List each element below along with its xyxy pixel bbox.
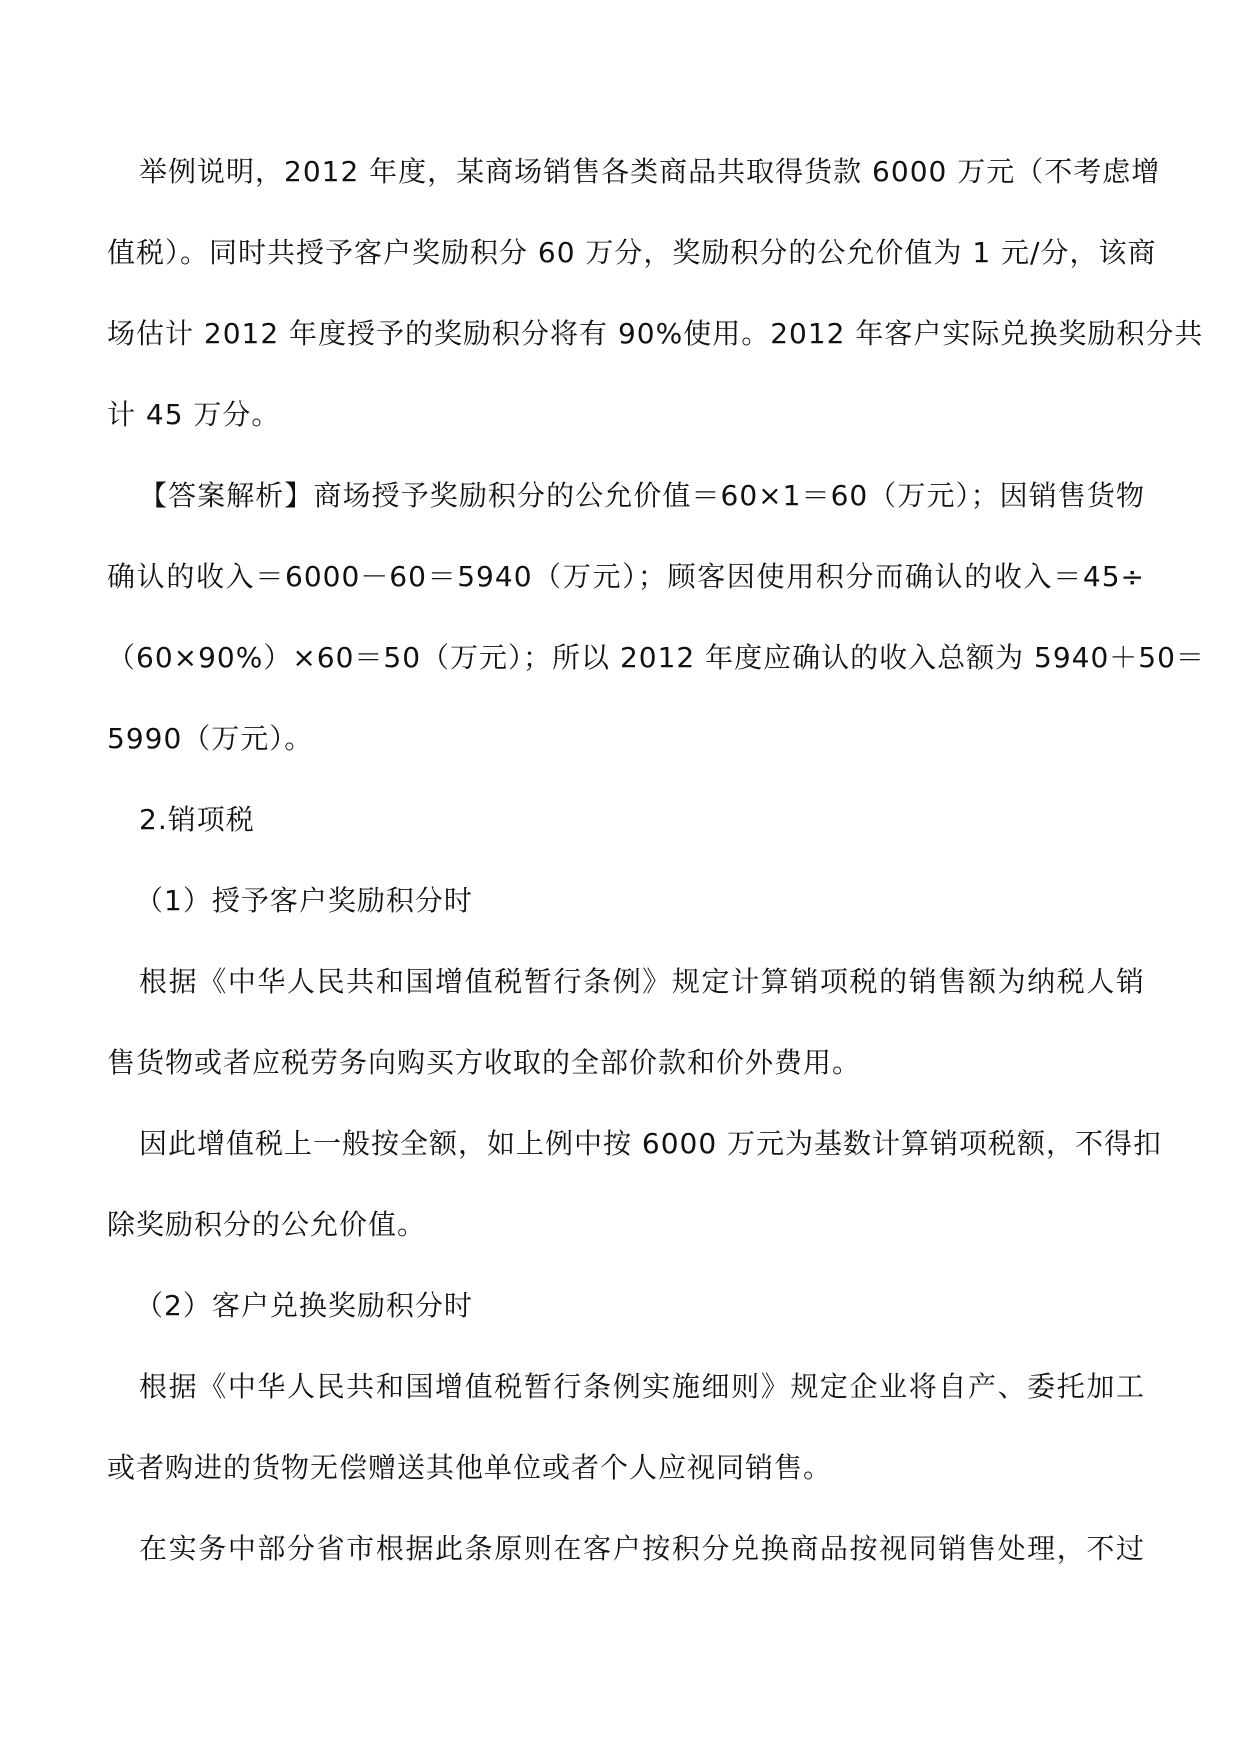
paragraph-regulation-line-1: 根据《中华人民共和国增值税暂行条例》规定计算销项税的销售额为纳税人销 bbox=[139, 965, 1145, 998]
paragraph-implementation-line-2: 或者购进的货物无偿赠送其他单位或者个人应视同销售。 bbox=[107, 1451, 833, 1484]
paragraph-example-line-4: 计 45 万分。 bbox=[107, 398, 281, 431]
paragraph-answer-line-3: （60×90%）×60＝50（万元）；所以 2012 年度应确认的收入总额为 5940＋50＝ bbox=[107, 641, 1205, 674]
section-heading-output-tax: 2.销项税 bbox=[139, 803, 255, 836]
paragraph-full-amount-line-1: 因此增值税上一般按全额，如上例中按 6000 万元为基数计算销项税额，不得扣 bbox=[139, 1127, 1163, 1160]
subheading-redeeming-points: （2）客户兑换奖励积分时 bbox=[135, 1289, 473, 1322]
paragraph-practice-line-1: 在实务中部分省市根据此条原则在客户按积分兑换商品按视同销售处理，不过 bbox=[139, 1532, 1145, 1565]
paragraph-example-line-2: 值税）。同时共授予客户奖励积分 60 万分，奖励积分的公允价值为 1 元/分，该商 bbox=[107, 236, 1157, 269]
paragraph-example-line-3: 场估计 2012 年度授予的奖励积分将有 90%使用。2012 年客户实际兑换奖励积分共 bbox=[107, 317, 1204, 350]
document-body bbox=[107, 152, 1205, 1610]
paragraph-full-amount-line-2: 除奖励积分的公允价值。 bbox=[107, 1208, 427, 1241]
paragraph-implementation-line-1: 根据《中华人民共和国增值税暂行条例实施细则》规定企业将自产、委托加工 bbox=[139, 1370, 1145, 1403]
paragraph-answer-line-1: 【答案解析】商场授予奖励积分的公允价值＝60×1＝60（万元）；因销售货物 bbox=[139, 479, 1145, 512]
paragraph-answer-line-2: 确认的收入＝6000－60＝5940（万元）；顾客因使用积分而确认的收入＝45÷ bbox=[107, 560, 1145, 593]
paragraph-example-line-1: 举例说明，2012 年度，某商场销售各类商品共取得货款 6000 万元（不考虑增 bbox=[139, 155, 1161, 188]
subheading-granting-points: （1）授予客户奖励积分时 bbox=[135, 884, 473, 917]
paragraph-regulation-line-2: 售货物或者应税劳务向购买方收取的全部价款和价外费用。 bbox=[107, 1046, 862, 1079]
paragraph-answer-line-4: 5990（万元）。 bbox=[107, 722, 314, 755]
